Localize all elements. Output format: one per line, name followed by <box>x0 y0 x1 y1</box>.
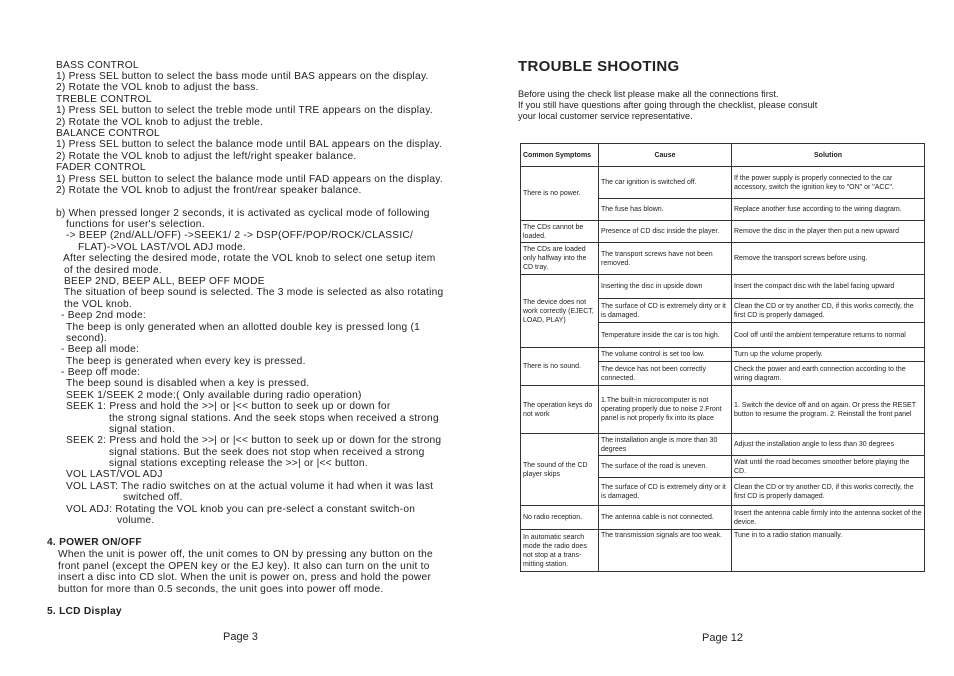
table-row <box>521 243 925 275</box>
table-row <box>521 434 925 456</box>
fader-control-heading: FADER CONTROL <box>56 162 146 173</box>
text-line: SEEK 1: Press and hold the >>| or |<< button to seek up or down for <box>66 401 391 412</box>
table-row <box>521 530 925 572</box>
text-line: front panel (except the OPEN key or the EJ key). It also can turn on the unit to <box>58 561 430 572</box>
text-line: b) When pressed longer 2 seconds, it is activated as cyclical mode of following <box>56 208 430 219</box>
cause-cell: The surface of CD is extremely dirty or it is damaged. <box>599 299 732 323</box>
cause-cell: The volume control is set too low. <box>599 348 732 362</box>
cause-cell: The device has not been correctly connected. <box>599 362 732 386</box>
symptom-cell: The CDs are loaded only halfway into the CD tray. <box>521 243 599 275</box>
solution-cell: Remove the disc in the player then put a new upward <box>732 221 925 243</box>
text-line: The beep sound is disabled when a key is pressed. <box>66 378 310 389</box>
treble-control-heading: TREBLE CONTROL <box>56 94 152 105</box>
text-line: insert a disc into CD slot. When the unit is power on, press and hold the power <box>58 572 432 583</box>
cause-cell: Temperature inside the car is too high. <box>599 323 732 348</box>
page-number: Page 3 <box>223 631 258 643</box>
intro-line: If you still have questions after going through the checklist, please consult <box>518 100 818 110</box>
text-line: functions for user's selection. <box>66 219 205 230</box>
solution-cell: Clean the CD or try another CD, if this works correctly, the first CD is properly damaged. <box>732 478 925 506</box>
solution-cell: Adjust the installation angle to less than 30 degrees <box>732 434 925 456</box>
solution-cell: Replace another fuse according to the wiring diagram. <box>732 199 925 221</box>
solution-cell: Insert the compact disc with the label facing upward <box>732 275 925 299</box>
solution-cell: Clean the CD or try another CD, if this works correctly, the first CD is properly damaged. <box>732 299 925 323</box>
balance-control-heading: BALANCE CONTROL <box>56 128 160 139</box>
cause-cell: The car ignition is switched off. <box>599 167 732 199</box>
page-title: TROUBLE SHOOTING <box>518 58 680 75</box>
solution-cell: Insert the antenna cable firmly into the antenna socket of the device. <box>732 506 925 530</box>
text-line: signal stations excepting release the >>| or |<< button. <box>109 458 368 469</box>
cause-cell: The antenna cable is not connected. <box>599 506 732 530</box>
solution-cell: Turn up the volume properly. <box>732 348 925 362</box>
text-line: 1) Press SEL button to select the balance mode until FAD appears on the display. <box>56 174 443 185</box>
text-line: volume. <box>117 515 155 526</box>
right-page <box>477 0 954 676</box>
trouble-shooting-table <box>520 143 925 572</box>
table-header-row <box>521 144 925 167</box>
symptom-cell: The operation keys do not work <box>521 386 599 434</box>
solution-cell: Wait until the road becomes smoother before playing the CD. <box>732 456 925 478</box>
column-header: Common Symptoms <box>521 144 599 167</box>
lcd-display-heading: 5. LCD Display <box>47 606 122 617</box>
vol-mode-heading: VOL LAST/VOL ADJ <box>66 469 163 480</box>
symptom-cell: In automatic search mode the radio does not stop at a trans-mitting station. <box>521 530 599 572</box>
text-line: - Beep 2nd mode: <box>61 310 146 321</box>
column-header: Solution <box>732 144 925 167</box>
beep-mode-heading: BEEP 2ND, BEEP ALL, BEEP OFF MODE <box>64 276 265 287</box>
intro-line: Before using the check list please make all the connections first. <box>518 89 779 99</box>
cause-cell: 1.The built-in microcomputer is not operating properly due to noise 2.Front panel is not properly fix into its place <box>599 386 732 434</box>
symptom-cell: The device does not work correctly (EJECT, LOAD, PLAY) <box>521 275 599 348</box>
solution-cell: If the power supply is properly connected to the car accessory, switch the ignition key to "ON" or "ACC". <box>732 167 925 199</box>
symptom-cell: The CDs cannot be loaded. <box>521 221 599 243</box>
text-line: VOL LAST: The radio switches on at the actual volume it had when it was last <box>66 481 434 492</box>
text-line: The beep is only generated when an allotted double key is pressed long (1 <box>66 322 421 333</box>
cause-cell: The surface of CD is extremely dirty or it is damaged. <box>599 478 732 506</box>
text-line: SEEK 2: Press and hold the >>| or |<< button to seek up or down for the strong <box>66 435 442 446</box>
text-line: After selecting the desired mode, rotate the VOL knob to select one setup item <box>63 253 436 264</box>
text-line: VOL ADJ: Rotating the VOL knob you can pre-select a constant switch-on <box>66 504 416 515</box>
column-header: Cause <box>599 144 732 167</box>
text-line: of the desired mode. <box>64 265 162 276</box>
solution-cell: Remove the transport screws before using. <box>732 243 925 275</box>
text-line: FLAT)->VOL LAST/VOL ADJ mode. <box>78 242 246 253</box>
power-on-off-heading: 4. POWER ON/OFF <box>47 537 142 548</box>
table-row <box>521 275 925 299</box>
table-row <box>521 506 925 530</box>
text-line: 2) Rotate the VOL knob to adjust the front/rear speaker balance. <box>56 185 362 196</box>
text-line: 1) Press SEL button to select the bass mode until BAS appears on the display. <box>56 71 429 82</box>
cause-cell: The fuse has blown. <box>599 199 732 221</box>
symptom-cell: There is no power. <box>521 167 599 221</box>
text-line: 2) Rotate the VOL knob to adjust the bass. <box>56 82 259 93</box>
symptom-cell: No radio reception. <box>521 506 599 530</box>
seek-mode-heading: SEEK 1/SEEK 2 mode:( Only available during radio operation) <box>66 390 362 401</box>
cause-cell: Presence of CD disc inside the player. <box>599 221 732 243</box>
solution-cell: 1. Switch the device off and on again. Or press the RESET button to resume the program. 2. Reinstall the front panel <box>732 386 925 434</box>
bass-control-heading: BASS CONTROL <box>56 60 139 71</box>
text-line: - Beep off mode: <box>61 367 141 378</box>
symptom-cell: The sound of the CD player skips <box>521 434 599 506</box>
cause-cell: The transport screws have not been removed. <box>599 243 732 275</box>
text-line: The situation of beep sound is selected. The 3 mode is selected as also rotating <box>64 287 444 298</box>
text-line: the strong signal stations. And the seek stops when received a strong <box>109 413 439 424</box>
intro-line: your local customer service representative. <box>518 111 693 121</box>
text-line: button for more than 0.5 seconds, the unit goes into power off mode. <box>58 584 384 595</box>
solution-cell: Cool off until the ambient temperature returns to normal <box>732 323 925 348</box>
text-line: 2) Rotate the VOL knob to adjust the treble. <box>56 117 264 128</box>
text-line: 1) Press SEL button to select the treble mode until TRE appears on the display. <box>56 105 433 116</box>
text-line: signal stations. But the seek does not stop when received a strong <box>109 447 425 458</box>
text-line: When the unit is power off, the unit comes to ON by pressing any button on the <box>58 549 433 560</box>
solution-cell: Check the power and earth connection according to the wiring diagram. <box>732 362 925 386</box>
text-line: -> BEEP (2nd/ALL/OFF) ->SEEK1/ 2 -> DSP(OFF/POP/ROCK/CLASSIC/ <box>66 230 414 241</box>
cause-cell: The transmission signals are too weak. <box>599 530 732 572</box>
cause-cell: Inserting the disc in upside down <box>599 275 732 299</box>
solution-cell: Tune in to a radio station manually. <box>732 530 925 572</box>
text-line: 2) Rotate the VOL knob to adjust the left/right speaker balance. <box>56 151 357 162</box>
table-row <box>521 167 925 199</box>
symptom-cell: There is no sound. <box>521 348 599 386</box>
text-line: signal station. <box>109 424 176 435</box>
cause-cell: The installation angle is more than 30 degrees <box>599 434 732 456</box>
page-number: Page 12 <box>702 632 743 644</box>
text-line: second). <box>66 333 108 344</box>
table-row <box>521 386 925 434</box>
table-row <box>521 221 925 243</box>
text-line: the VOL knob. <box>64 299 133 310</box>
text-line: switched off. <box>123 492 183 503</box>
cause-cell: The surface of the road is uneven. <box>599 456 732 478</box>
text-line: The beep is generated when every key is pressed. <box>66 356 306 367</box>
text-line: 1) Press SEL button to select the balance mode until BAL appears on the display. <box>56 139 443 150</box>
text-line: - Beep all mode: <box>61 344 140 355</box>
table-row <box>521 348 925 362</box>
